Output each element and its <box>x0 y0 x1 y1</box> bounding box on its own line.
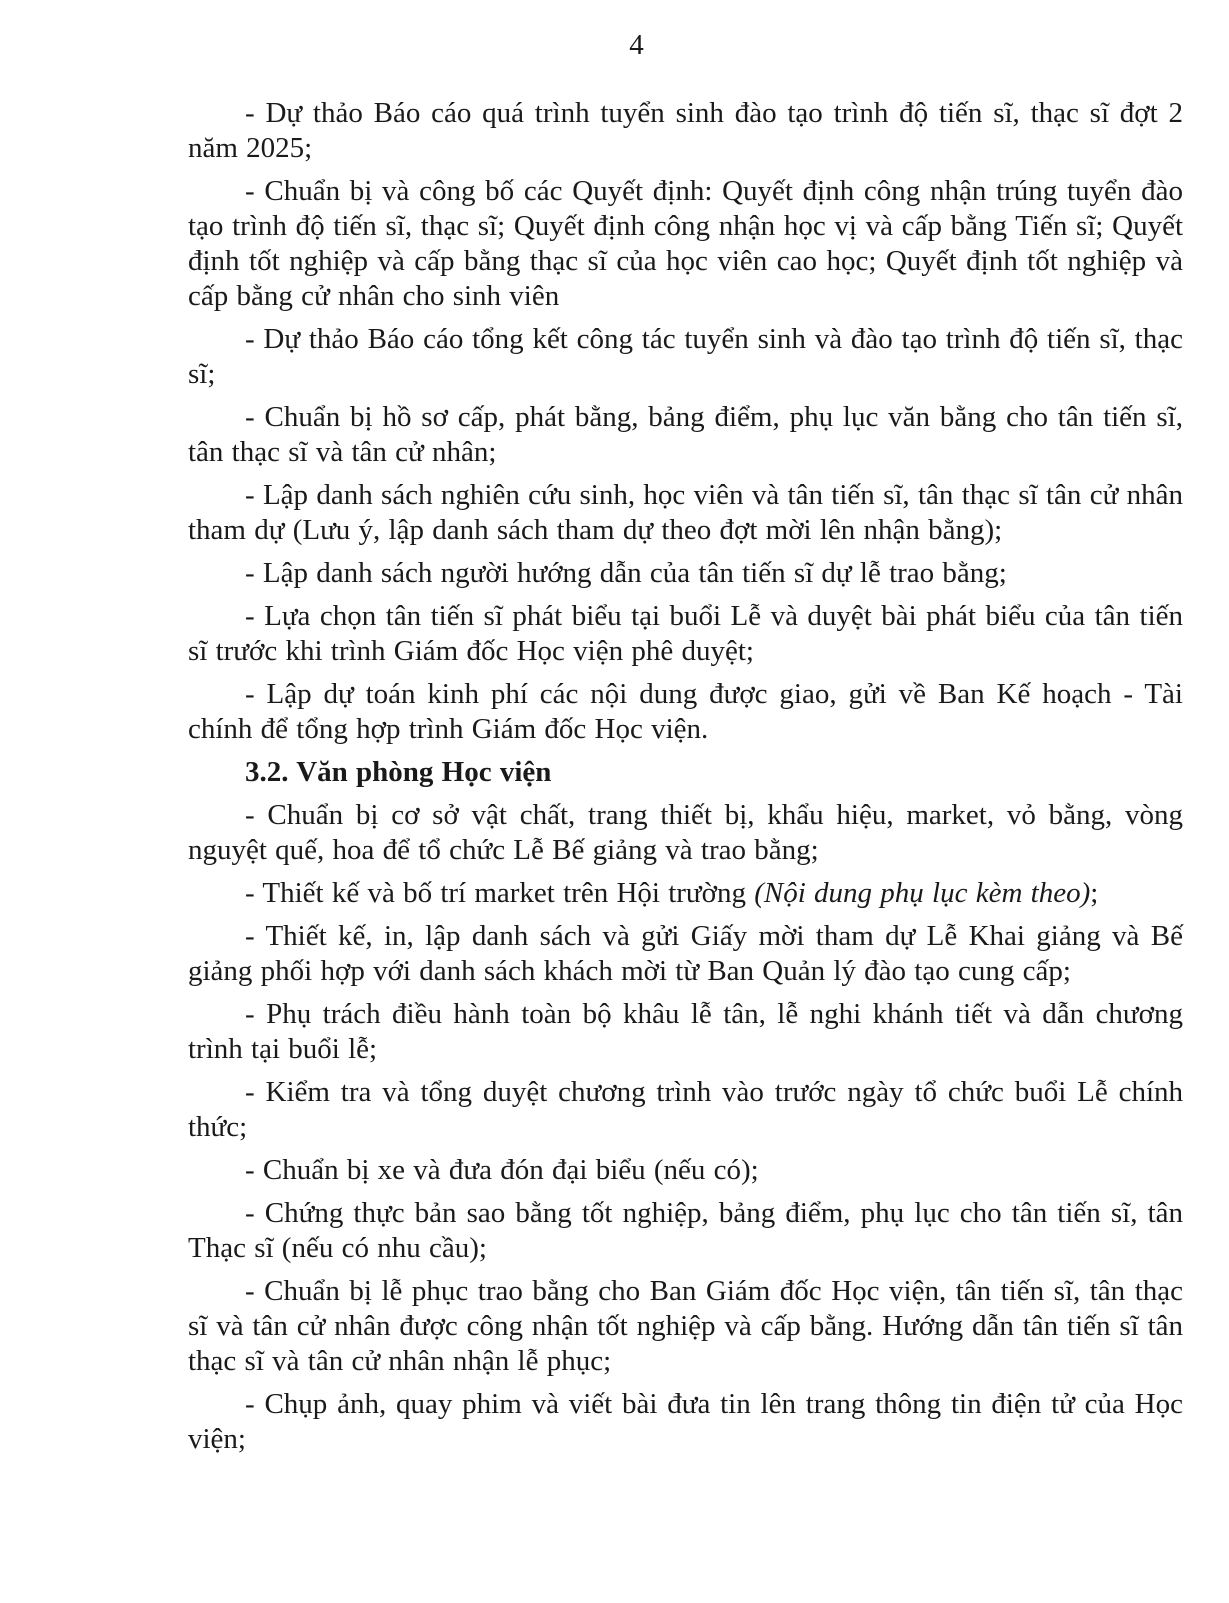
page-number: 4 <box>629 29 644 61</box>
body-paragraph <box>188 868 1183 911</box>
body-paragraph: - Kiểm tra và tổng duyệt chương trình vào trước ngày tổ chức buổi Lễ chính thức; <box>188 1076 1183 1143</box>
body-paragraph: - Chụp ảnh, quay phim và viết bài đưa tin lên trang thông tin điện tử của Học viện; <box>188 1388 1183 1455</box>
body-paragraph: - Chuẩn bị và công bố các Quyết định: Quyết định công nhận trúng tuyển đào tạo trình độ tiến sĩ, thạc sĩ; Quyết định công nhận học vị và cấp bằng Tiến sĩ; Quyết định tốt nghiệp và cấp bằng thạc sĩ của học viên cao học; Quyết định tốt nghiệp và cấp bằng cử nhân cho sinh viên <box>188 175 1183 312</box>
body-paragraph: - Chuẩn bị lễ phục trao bằng cho Ban Giám đốc Học viện, tân tiến sĩ, tân thạc sĩ và tân cử nhân được công nhận tốt nghiệp và cấp bằng. Hướng dẫn tân tiến sĩ tân thạc sĩ và tân cử nhân nhận lễ phục; <box>188 1275 1183 1377</box>
italic-note: (Nội dung phụ lục kèm theo) <box>754 877 1091 909</box>
body-paragraph: - Lập dự toán kinh phí các nội dung được giao, gửi về Ban Kế hoạch - Tài chính để tổng hợp trình Giám đốc Học viện. <box>188 678 1183 745</box>
body-paragraph: - Phụ trách điều hành toàn bộ khâu lễ tân, lễ nghi khánh tiết và dẫn chương trình tại buổi lễ; <box>188 998 1183 1065</box>
body-paragraph: - Chứng thực bản sao bằng tốt nghiệp, bảng điểm, phụ lục cho tân tiến sĩ, tân Thạc sĩ (nếu có nhu cầu); <box>188 1197 1183 1264</box>
paragraph-text: - Thiết kế và bố trí market trên Hội trường <box>245 877 755 909</box>
body-paragraph: - Lập danh sách nghiên cứu sinh, học viên và tân tiến sĩ, tân thạc sĩ tân cử nhân tham dự (Lưu ý, lập danh sách tham dự theo đợt mời lên nhận bằng); <box>188 479 1183 546</box>
body-paragraph: - Chuẩn bị cơ sở vật chất, trang thiết bị, khẩu hiệu, market, vỏ bằng, vòng nguyệt quế, hoa để tổ chức Lễ Bế giảng và trao bằng; <box>188 799 1183 866</box>
document-body <box>188 96 1183 1457</box>
section-heading: 3.2. Văn phòng Học viện <box>245 756 552 788</box>
body-paragraph: - Chuẩn bị xe và đưa đón đại biểu (nếu có); <box>245 1154 759 1186</box>
paragraph-text: ; <box>1090 877 1099 909</box>
body-paragraph: - Dự thảo Báo cáo tổng kết công tác tuyển sinh và đào tạo trình độ tiến sĩ, thạc sĩ; <box>188 323 1183 390</box>
body-paragraph: - Chuẩn bị hồ sơ cấp, phát bằng, bảng điểm, phụ lục văn bằng cho tân tiến sĩ, tân thạc sĩ và tân cử nhân; <box>188 401 1183 468</box>
body-paragraph: - Lựa chọn tân tiến sĩ phát biểu tại buổi Lễ và duyệt bài phát biểu của tân tiến sĩ trước khi trình Giám đốc Học viện phê duyệt; <box>188 600 1183 667</box>
body-paragraph: - Thiết kế, in, lập danh sách và gửi Giấy mời tham dự Lễ Khai giảng và Bế giảng phối hợp với danh sách khách mời từ Ban Quản lý đào tạo cung cấp; <box>188 920 1183 987</box>
body-paragraph: - Dự thảo Báo cáo quá trình tuyển sinh đào tạo trình độ tiến sĩ, thạc sĩ đợt 2 năm 2025; <box>188 97 1183 164</box>
body-paragraph: - Lập danh sách người hướng dẫn của tân tiến sĩ dự lễ trao bằng; <box>245 557 1007 589</box>
